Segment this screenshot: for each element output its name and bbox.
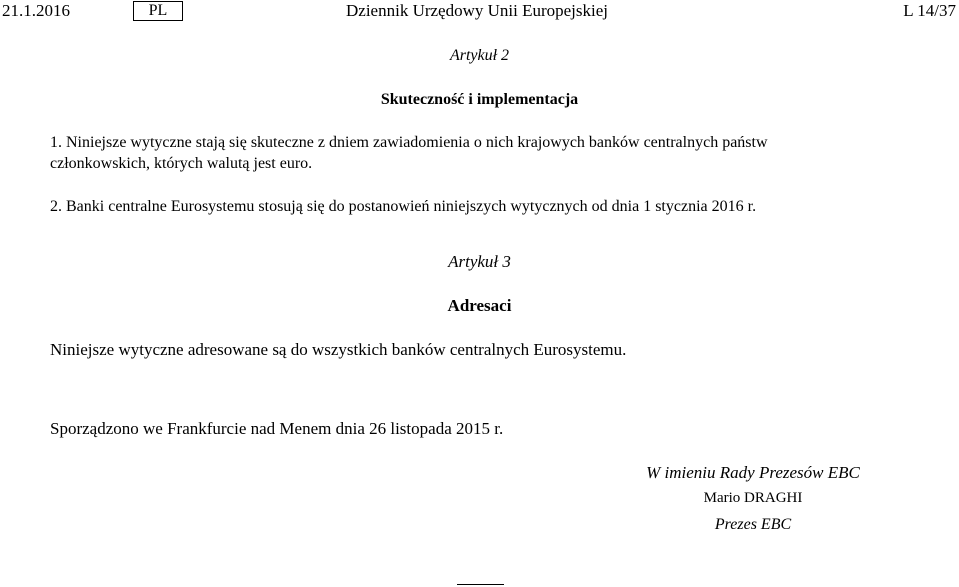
article-3-title: Adresaci <box>447 296 512 315</box>
article-3-heading: Artykuł 3 <box>448 252 511 271</box>
article-3-text: Niniejsze wytyczne adresowane są do wszystkich banków centralnych Eurosystemu. <box>50 340 627 359</box>
page-reference: L 14/37 <box>903 1 956 20</box>
article-2-heading: Artykuł 2 <box>449 47 510 64</box>
done-at-statement: Sporządzono we Frankfurcie nad Menem dnia 26 listopada 2015 r. <box>50 419 504 438</box>
article-2-para-1-line-1: 1. Niniejsze wytyczne stają się skuteczne z dniem zawiadomienia o nich krajowych banków centralnych państw <box>50 134 768 151</box>
language-badge: PL <box>133 1 183 21</box>
journal-title: Dziennik Urzędowy Unii Europejskiej <box>346 1 609 20</box>
article-2-para-2: 2. Banki centralne Eurosystemu stosują się do postanowień niniejszych wytycznych od dnia 1 stycznia 2016 r. <box>50 198 757 215</box>
footnote-separator <box>457 584 504 585</box>
publication-date: 21.1.2016 <box>2 1 70 20</box>
signatory-name: Mario DRAGHI <box>703 490 803 506</box>
signatory-on-behalf: W imieniu Rady Prezesów EBC <box>646 463 860 482</box>
article-2-para-1-line-2: członkowskich, których walutą jest euro. <box>50 155 313 172</box>
signatory-role: Prezes EBC <box>714 516 792 533</box>
article-2-title: Skuteczność i implementacja <box>380 91 579 108</box>
